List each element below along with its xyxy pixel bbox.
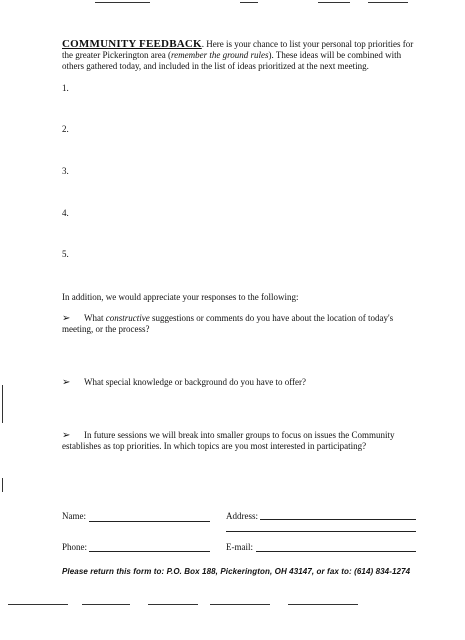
name-label: Name: (62, 511, 86, 521)
question-2: ➢ What special knowledge or background do you have to offer? (62, 377, 307, 388)
address-field[interactable] (260, 519, 416, 520)
margin-mark (2, 478, 3, 492)
arrow-bullet-icon: ➢ (62, 377, 71, 388)
scan-artifact-bottom (8, 604, 68, 605)
address-field-line-2[interactable] (226, 531, 416, 532)
phone-label: Phone: (62, 542, 88, 552)
intro-text-2: ). These ideas will be combined with others gathered today, and included in the list of ideas prioritized at the next meeting. (62, 50, 402, 71)
scan-artifact-bottom (210, 604, 270, 605)
question-3: ➢ In future sessions we will break into smaller groups to focus on issues the Community establishes as top priorities. In which topics are you most interested in participating? (62, 430, 395, 451)
intro-paragraph (62, 39, 422, 72)
intro-text-1: . Here is your chance to list your personal top priorities for the greater Pickerington area ( (62, 39, 414, 60)
priority-3-label: 3. (62, 166, 69, 176)
intro-emphasis: remember the ground rules (170, 50, 269, 60)
arrow-bullet-icon: ➢ (62, 313, 71, 324)
arrow-bullet-icon: ➢ (62, 430, 71, 441)
scan-artifact-top-mid (240, 2, 258, 3)
email-label: E-mail: (226, 542, 253, 552)
scan-artifact-bottom (82, 604, 130, 605)
question-1: ➢ What constructive suggestions or comments do you have about the location of today's meeting, or the process? (62, 313, 394, 334)
scan-artifact-top-right (318, 2, 350, 3)
return-instructions: Please return this form to: P.O. Box 188, Pickerington, OH 43147, or fax to: (614) 834-1274 (62, 567, 411, 576)
phone-field[interactable] (89, 551, 210, 552)
scan-artifact-top-left (95, 2, 150, 3)
address-label: Address: (226, 511, 258, 521)
priority-4-label: 4. (62, 208, 69, 218)
scan-artifact-bottom (148, 604, 198, 605)
addition-text: In addition, we would appreciate your responses to the following: (62, 292, 299, 302)
name-field[interactable] (89, 521, 210, 522)
email-field[interactable] (256, 551, 416, 552)
scan-artifact-bottom (288, 604, 358, 605)
priority-2-label: 2. (62, 124, 69, 134)
priority-5-label: 5. (62, 249, 69, 259)
scan-artifact-top-far-right (368, 2, 408, 3)
margin-mark (2, 385, 3, 423)
priority-1-label: 1. (62, 83, 69, 93)
form-title: COMMUNITY FEEDBACK (62, 38, 202, 50)
